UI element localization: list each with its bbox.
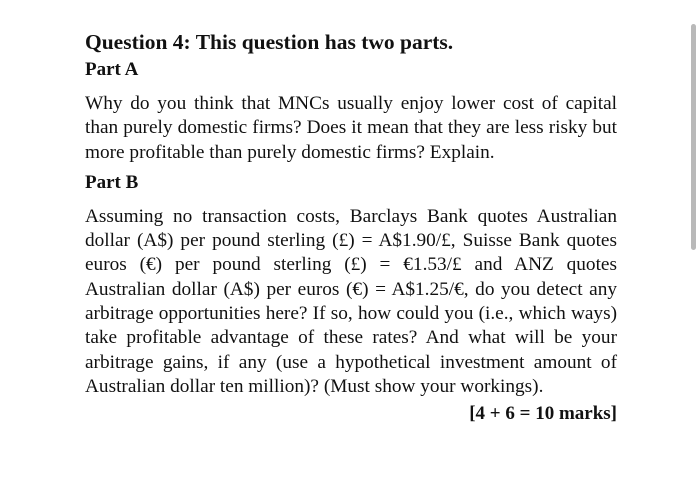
question-document (85, 27, 617, 446)
part-a-text: Why do you think that MNCs usually enjoy lower cost of capital than purely domestic firms? Does it mean that they are less risky but more profitable than purely domestic firms? Explain. (85, 93, 617, 163)
marks-allocation: [4 + 6 = 10 marks] (469, 403, 617, 425)
part-b-text: Assuming no transaction costs, Barclays Bank quotes Australian dollar (A$) per pound sterling (£) = A$1.90/£, Suisse Bank quotes euros (€) per pound sterling (£) = €1.53/£ and ANZ quotes Australian dollar (A$) per euros (€) = A$1.25/€, do you detect any arbitrage opportunities here? If so, how could you (i.e., which ways) take profitable advantage of these rates? And what will be your arbitrage gains, if any (use a hypothetical investment amount of Australian dollar ten million)? (Must show your workings). (85, 205, 617, 397)
vertical-scrollbar[interactable] (691, 24, 696, 250)
part-a-heading: Part A (85, 59, 139, 80)
part-b-heading: Part B (85, 171, 139, 193)
question-title: Question 4: This question has two parts. (85, 30, 454, 54)
